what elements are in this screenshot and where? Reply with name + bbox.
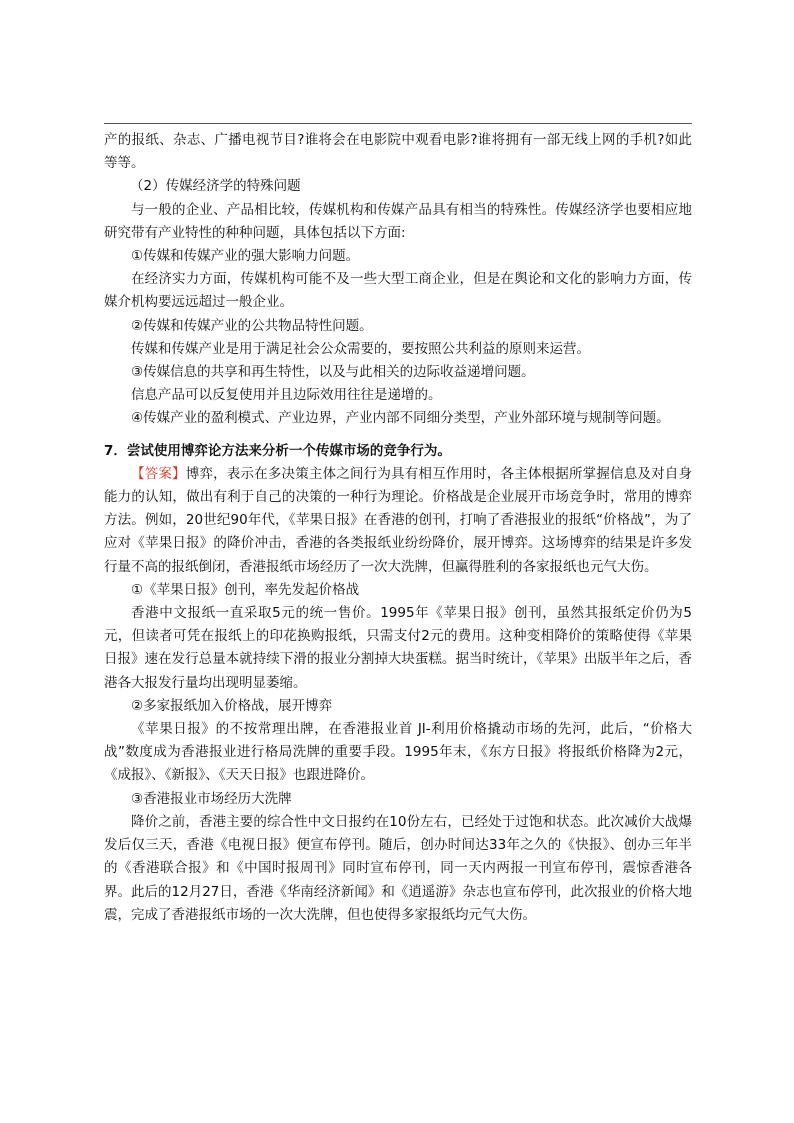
item-2-body: 传媒和传媒产业是用于满足社会公众需要的，要按照公共利益的原则来运营。 — [131, 340, 590, 357]
point-3-title: ③香港报业市场经历大洗牌 — [131, 790, 292, 807]
point-1-body: 香港中文报纸一直采取5元的统一售价。1995年《苹果日报》创刊，虽然其报纸定价仍为5元，但读者可凭在报纸上的印花换购报纸，只需支付2元的费用。这种变相降价的策略使得《苹果日报》速在发行总量本就持续下滑的报业分割掉大块蛋糕。据当时统计，《苹果》出版半年之后，香港各大报发行量均出现明显萎缩。 — [104, 605, 692, 691]
item-2-title: ②传媒和传媒产业的公共物品特性问题。 — [131, 317, 373, 334]
point-1-title: ①《苹果日报》创刊，率先发起价格战 — [131, 581, 360, 598]
question-number: 7． — [104, 442, 127, 459]
item-1-title: ①传媒和传媒产业的强大影响力问题。 — [131, 248, 360, 265]
point-2-title: ②多家报纸加入价格战，展开博弈 — [131, 697, 333, 714]
item-3-title: ③传媒信息的共享和再生特性，以及与此相关的边际收益递增问题。 — [131, 364, 535, 381]
point-2-body: 《苹果日报》的不按常理出牌，在香港报业首 JI-利用价格撬动市场的先河，此后，“价格大战”数度成为香港报业进行格局洗牌的重要手段。1995年末，《东方日报》将报纸价格降为2元，《成报》、《新报》、《天天日报》也跟进降价。 — [104, 721, 692, 784]
header-rule — [104, 123, 692, 124]
answer-paragraph — [104, 463, 692, 579]
item-3-body: 信息产品可以反复使用并且边际效用往往是递增的。 — [131, 387, 442, 404]
item-4-title: ④传媒产业的盈利模式、产业边界，产业内部不同细分类型，产业外部环境与规制等问题。 — [131, 410, 670, 427]
question-7 — [104, 440, 692, 463]
subsection-intro: 与一般的企业、产品相比较，传媒机构和传媒产品具有相当的特殊性。传媒经济学也要相应地研究带有产业特性的种种问题，具体包括以下方面: — [104, 201, 692, 241]
question-text: 尝试使用博弈论方法来分析一个传媒市场的竞争行为。 — [126, 442, 451, 459]
item-1-body: 在经济实力方面，传媒机构可能不及一些大型工商企业，但是在舆论和文化的影响力方面，传媒介机构要远远超过一般企业。 — [104, 271, 692, 311]
answer-tag: 【答案】 — [131, 465, 186, 482]
point-3-body: 降价之前，香港主要的综合性中文日报约在10份左右，已经处于过饱和状态。此次减价大战爆发后仅三天，香港《电视日报》便宣布停刊。随后，创办时间达33年之久的《快报》、创办三年半的《香港联合报》和《中国时报周刊》同时宣布停刊，同一天内两报一刊宣布停刊，震惊香港各界。此后的12月27日，香港《华南经济新闻》和《逍遥游》杂志也宣布停刊，此次报业的价格大地震，完成了香港报纸市场的一次大洗牌，但也使得多家报纸均元气大伤。 — [104, 813, 692, 923]
answer-intro: 博弈，表示在多决策主体之间行为具有相互作用时，各主体根据所掌握信息及对自身能力的认知，做出有利于自己的决策的一种行为理论。价格战是企业展开市场竞争时，常用的博弈方法。例如，20世纪90年代，《苹果日报》在香港的创刊，打响了香港报业的报纸“价格战”，为了应对《苹果日报》的降价冲击，香港的各类报纸业纷纷降价，展开博弈。这场博弈的结果是许多发行量不高的报纸倒闭，香港报纸市场经历了一次大洗牌，但赢得胜利的各家报纸也元气大伤。 — [104, 465, 692, 575]
subsection-heading: （2）传媒经济学的特殊问题 — [130, 178, 301, 195]
continued-paragraph: 产的报纸、杂志、广播电视节目?谁将会在电影院中观看电影?谁将拥有一部无线上网的手机?如此等等。 — [104, 132, 692, 172]
document-body — [104, 129, 692, 927]
